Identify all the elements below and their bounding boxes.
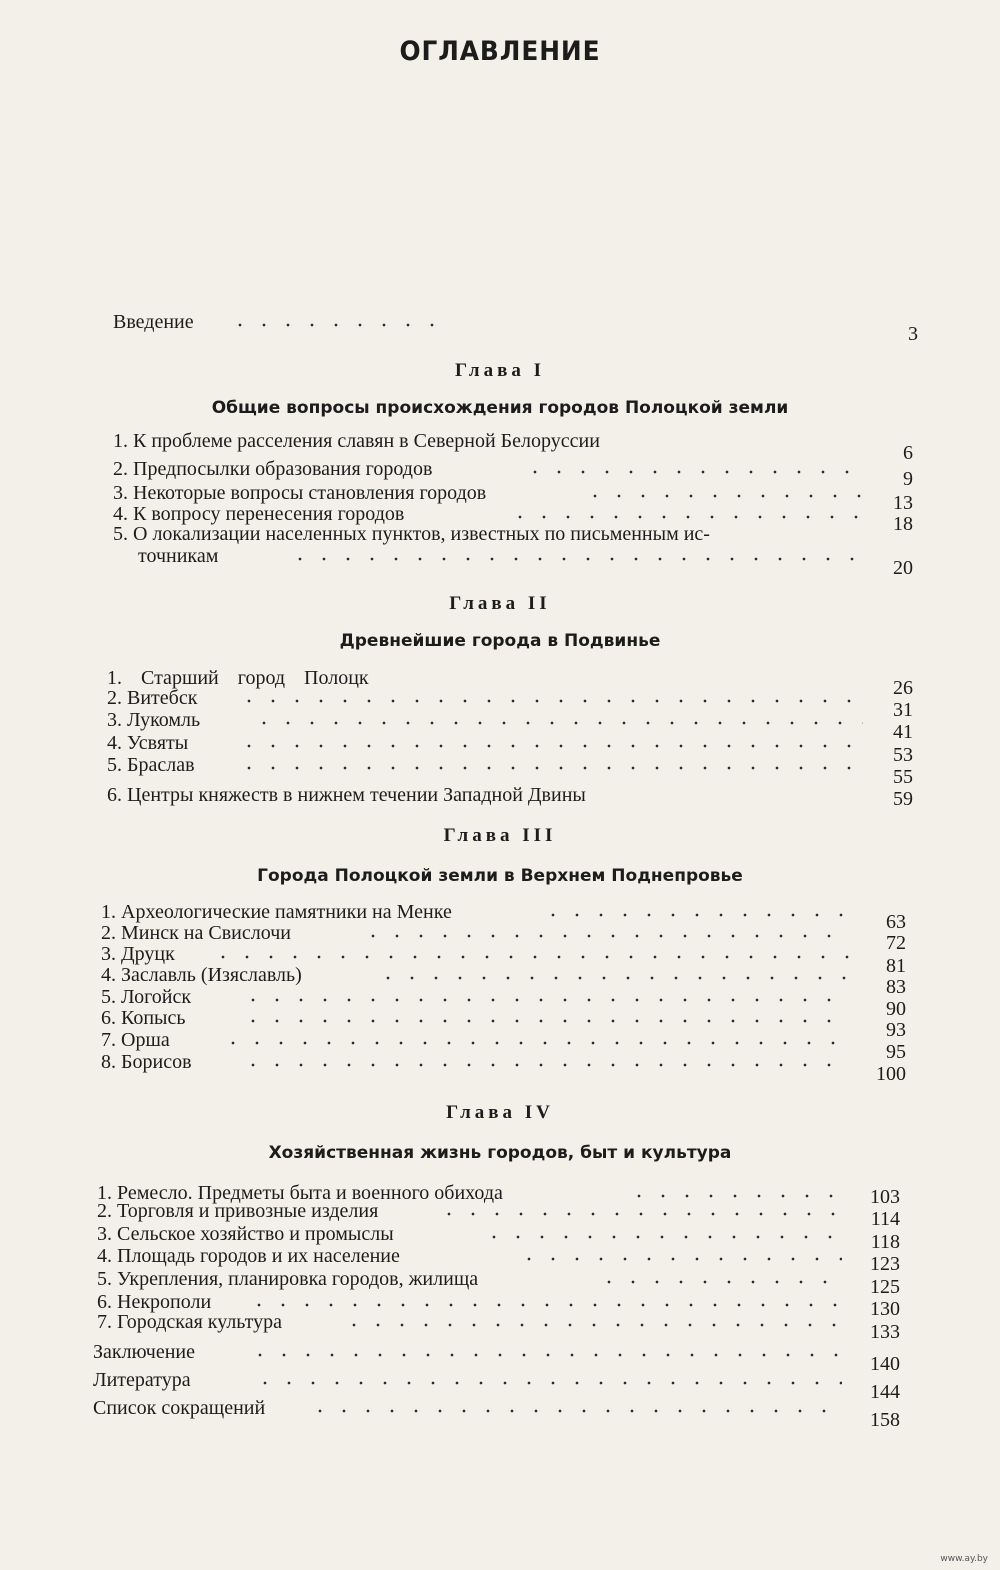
toc-entry-label: 6. Копысь [101, 1007, 186, 1029]
toc-entry-page: 20 [893, 557, 913, 579]
toc-entry-page: 125 [870, 1276, 900, 1298]
dot-leader [437, 1212, 842, 1216]
dot-leader [376, 976, 851, 980]
dot-leader [241, 998, 851, 1002]
dot-leader [248, 1353, 842, 1357]
toc-entry-page: 90 [886, 998, 906, 1020]
toc-entry-page: 9 [903, 468, 913, 490]
dot-leader [237, 699, 863, 703]
dot-leader [361, 934, 851, 938]
toc-entry-page: 63 [886, 911, 906, 933]
toc-entry-label: 7. Орша [101, 1029, 170, 1051]
toc-entry-literature [93, 1368, 900, 1403]
watermark: www.ay.by [940, 1554, 988, 1564]
toc-entry-page: 144 [870, 1381, 900, 1403]
toc-entry-page: 26 [893, 677, 913, 699]
chapter-3-title: Города Полоцкой земли в Верхнем Поднепровье [257, 866, 743, 886]
dot-leader [508, 515, 863, 519]
toc-entry-label: 4. Площадь городов и их население [97, 1245, 400, 1267]
toc-entry-label: 2. Витебск [107, 687, 198, 709]
toc-entry-label: 1. Археологические памятники на Менке [101, 901, 452, 923]
dot-leader [241, 1063, 851, 1067]
dot-leader [541, 913, 851, 917]
toc-entry-label: 6. Некрополи [97, 1291, 212, 1313]
toc-entry [97, 1199, 900, 1230]
toc-entry-label: 2. Предпосылки образования городов [113, 458, 433, 480]
dot-leader [288, 557, 868, 561]
toc-entry-label: 5. Логойск [101, 986, 192, 1008]
toc-entry-page: 83 [886, 976, 906, 998]
toc-entry-label: 1. Старший город Полоцк [107, 667, 369, 689]
dot-leader [252, 721, 863, 725]
dot-leader [517, 1257, 842, 1261]
toc-entry-label: 2. Минск на Свислочи [101, 922, 291, 944]
page-title: ОГЛАВЛЕНИЕ [399, 36, 601, 67]
dot-leader [241, 1019, 851, 1023]
toc-entry [113, 429, 913, 464]
toc-entry-label: 8. Борисов [101, 1051, 192, 1073]
toc-entry [97, 1267, 900, 1298]
dot-leader [627, 1194, 842, 1198]
toc-entry-label: 5. Браслав [107, 754, 195, 776]
toc-entry-page: 18 [893, 513, 913, 535]
toc-entry-page: 123 [870, 1253, 900, 1275]
toc-entry [107, 783, 913, 810]
toc-entry [113, 457, 913, 490]
toc-entry-label: 3. Друцк [101, 943, 175, 965]
dot-leader [583, 494, 863, 498]
toc-entry-label: 5. Укрепления, планировка городов, жилища [97, 1268, 479, 1290]
toc-entry-page: 72 [886, 932, 906, 954]
toc-entry-page: 31 [893, 699, 913, 721]
toc-entry-page: 133 [870, 1321, 900, 1343]
chapter-1-title: Общие вопросы происхождения городов Полоцкой земли [211, 398, 789, 418]
dot-leader [523, 470, 863, 474]
toc-entry-page: 41 [893, 721, 913, 743]
toc-entry-label: Литература [93, 1369, 191, 1391]
dot-leader [482, 1235, 842, 1239]
toc-entry-label: 3. Лукомль [107, 709, 201, 731]
toc-entry-label: 6. Центры княжеств в нижнем течении Западной Двины [107, 784, 586, 806]
toc-entry-label: 4. К вопросу перенесения городов [113, 503, 405, 525]
toc-entry-introduction [113, 310, 918, 345]
toc-entry [107, 753, 913, 788]
dot-leader [221, 1041, 851, 1045]
toc-entry-page: 140 [870, 1353, 900, 1375]
toc-entry-page: 59 [893, 788, 913, 810]
toc-entry-label: точникам [138, 545, 219, 567]
dot-leader [237, 744, 863, 748]
toc-entry-page: 13 [893, 492, 913, 514]
toc-entry-page: 114 [870, 1208, 900, 1230]
toc-entry-label: 3. Сельское хозяйство и промыслы [97, 1223, 394, 1245]
toc-entry-label: 4. Усвяты [107, 732, 189, 754]
toc-entry-conclusion [93, 1340, 900, 1375]
toc-entry-label: 7. Городская культура [97, 1311, 283, 1333]
dot-leader [342, 1323, 842, 1327]
dot-leader [237, 766, 863, 770]
dot-leader [211, 955, 851, 959]
toc-entry-label: 2. Торговля и привозные изделия [97, 1200, 379, 1222]
toc-entry-label: 5. О локализации населенных пунктов, известных по письменным ис- [113, 523, 710, 545]
toc-entry-label: Заключение [93, 1341, 195, 1363]
toc-entry-page: 93 [886, 1019, 906, 1041]
chapter-1-heading: Глава I [454, 360, 545, 381]
toc-entry-page: 118 [870, 1231, 900, 1253]
toc-entry-page: 95 [886, 1041, 906, 1063]
chapter-4-title: Хозяйственная жизнь городов, быт и культура [268, 1143, 732, 1163]
dot-leader [253, 1381, 842, 1385]
toc-entry [97, 1222, 900, 1253]
toc-entry [113, 522, 913, 546]
toc-entry [101, 1050, 906, 1085]
dot-leader [597, 1280, 842, 1284]
chapter-3-heading: Глава III [443, 825, 557, 846]
toc-entry-page: 100 [876, 1063, 906, 1085]
chapter-2-title: Древнейшие города в Подвинье [339, 631, 661, 651]
toc-entry-label: 1. Ремесло. Предметы быта и военного обихода [97, 1182, 503, 1204]
toc-entry-label: 1. К проблеме расселения славян в Северной Белоруссии [113, 430, 600, 452]
toc-entry [97, 1310, 900, 1343]
dot-leader [308, 1409, 842, 1413]
toc-entry-page: 103 [870, 1186, 900, 1208]
toc-entry-page: 158 [870, 1409, 900, 1431]
toc-entry-continuation [138, 544, 913, 579]
toc-entry-label: Список сокращений [93, 1397, 266, 1419]
toc-entry [97, 1244, 900, 1275]
toc-entry-label: 3. Некоторые вопросы становления городов [113, 482, 487, 504]
toc-entry-abbreviations [93, 1396, 900, 1431]
toc-entry-page: 81 [886, 955, 906, 977]
toc-entry-page: 130 [870, 1298, 900, 1320]
toc-entry-page: 6 [903, 442, 913, 464]
toc-entry-label: 4. Заславль (Изяславль) [101, 964, 302, 986]
toc-entry-page: 53 [893, 744, 913, 766]
dot-leader [228, 323, 438, 327]
chapter-2-heading: Глава II [449, 593, 551, 614]
dot-leader [247, 1303, 842, 1307]
chapter-4-heading: Глава IV [446, 1102, 554, 1123]
toc-entry-label: Введение [113, 311, 194, 333]
toc-entry-page: 3 [908, 323, 918, 345]
toc-entry-page: 55 [893, 766, 913, 788]
